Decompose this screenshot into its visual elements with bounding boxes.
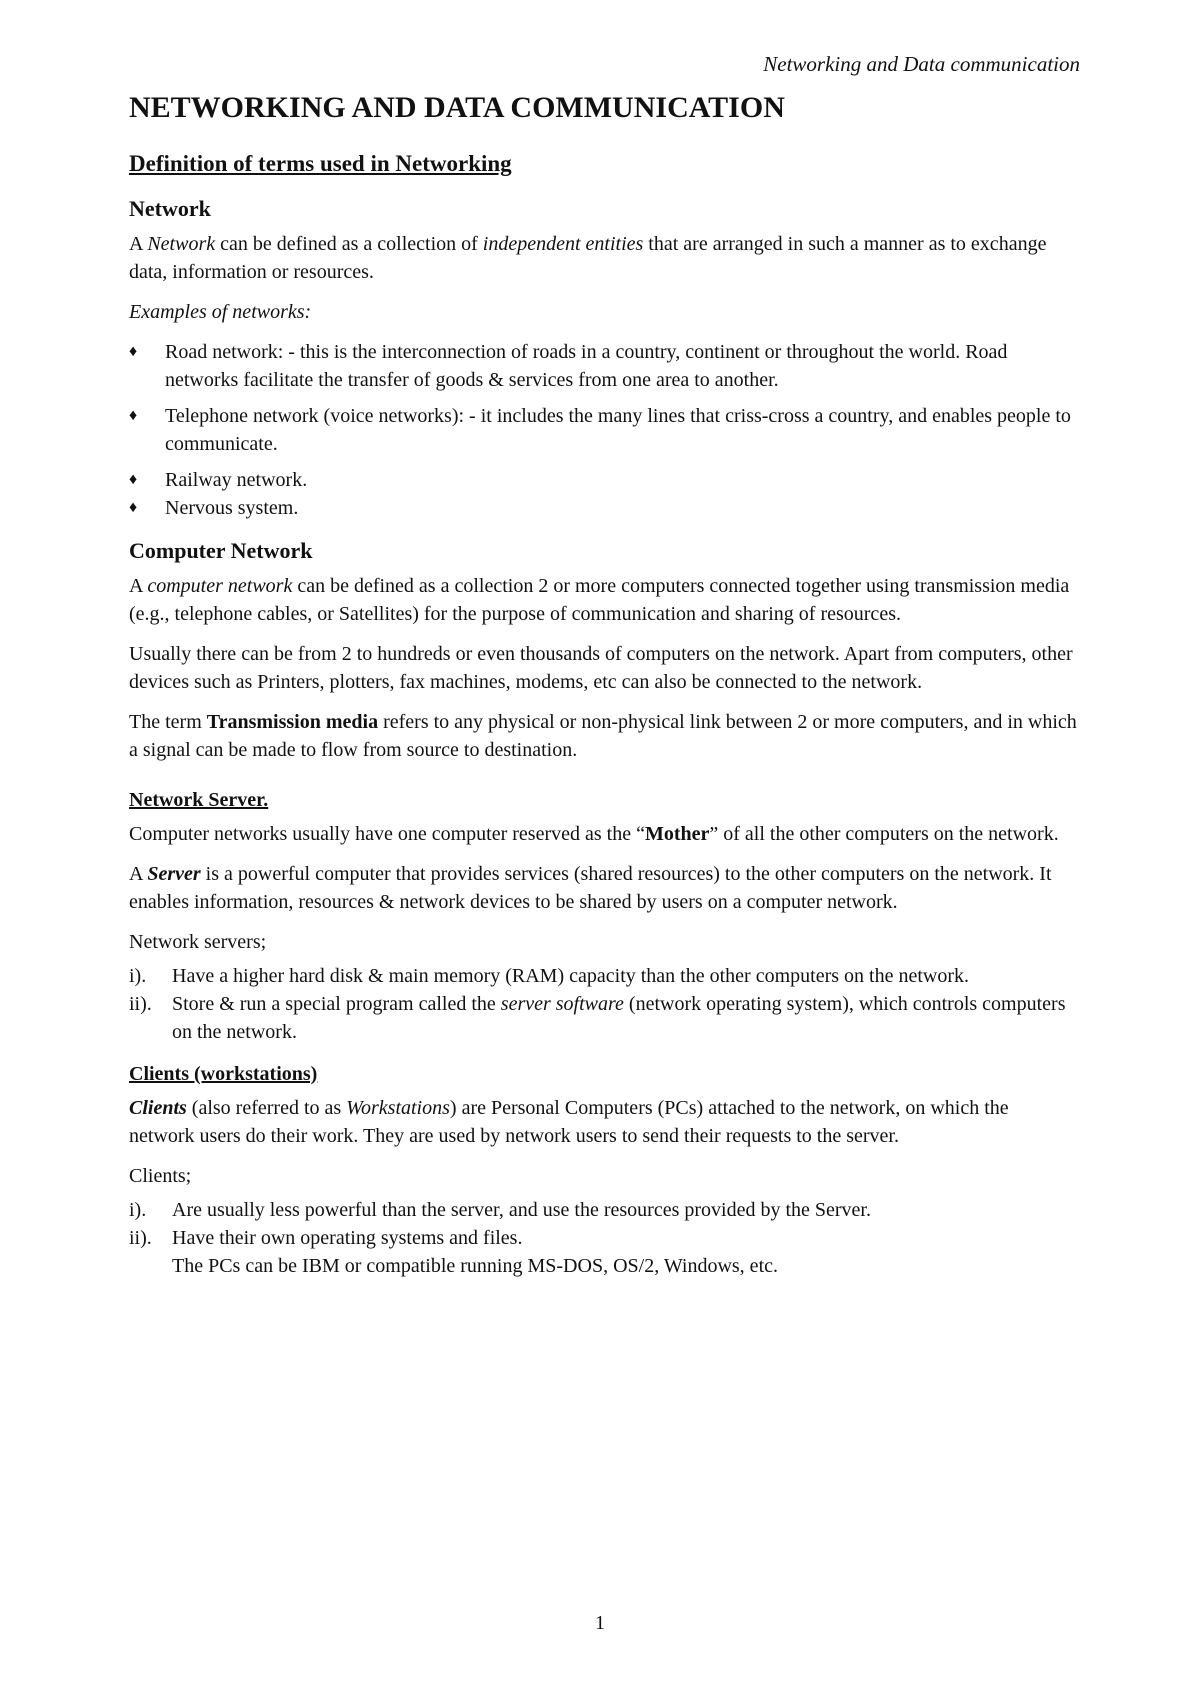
clients-definition: Clients (also referred to as Workstations) are Personal Computers (PCs) attached to the network, on which the network users do their work. They are used by network users to send their requests to the server.: [129, 1097, 1009, 1147]
list-item: ii). Store & run a special program called the server software (network operating system), which controls computers on the network.: [129, 993, 1066, 1043]
examples-label: Examples of networks:: [129, 301, 312, 323]
term-network: Network: [147, 233, 216, 255]
term-clients: Clients: [129, 1097, 187, 1119]
term-server-software: server software: [500, 993, 624, 1015]
diamond-bullet-icon: ♦: [129, 471, 138, 488]
examples-list: [129, 338, 1079, 522]
section-heading: Definition of terms used in Networking: [129, 151, 512, 176]
diamond-bullet-icon: ♦: [129, 407, 138, 424]
list-item: i). Are usually less powerful than the server, and use the resources provided by the Server.: [129, 1199, 871, 1221]
clients-continuation: The PCs can be IBM or compatible running MS-DOS, OS/2, Windows, etc.: [172, 1255, 778, 1277]
term-workstations: Workstations: [346, 1097, 450, 1119]
computer-network-paragraph: Usually there can be from 2 to hundreds or even thousands of computers on the network. Apart from computers, other devices such as Printers, plotters, fax machines, modems, etc can also be connected to the network.: [129, 643, 1073, 693]
term-computer-network: computer network: [147, 575, 293, 597]
network-server-heading: Network Server.: [129, 789, 269, 811]
list-item: ♦ Telephone network (voice networks): - it includes the many lines that criss-cross a country, and enables people to communicate.: [129, 402, 1079, 458]
diamond-bullet-icon: ♦: [129, 343, 138, 360]
list-item: ♦ Nervous system.: [129, 494, 1079, 522]
network-servers-intro: Network servers;: [129, 931, 267, 953]
network-definition: A Network can be defined as a collection of independent entities that are arranged in such a manner as to exchange data, information or resources.: [129, 233, 1047, 283]
computer-network-heading: Computer Network: [129, 538, 313, 563]
page-number: 1: [595, 1612, 605, 1634]
term-mother: Mother: [644, 823, 710, 845]
running-header: Networking and Data communication: [763, 52, 1080, 76]
document-body: [129, 88, 1079, 1292]
term-transmission-media: Transmission media: [206, 711, 379, 733]
network-servers-list: [129, 962, 1079, 1046]
network-server-paragraph: Computer networks usually have one computer reserved as the “Mother” of all the other computers on the network.: [129, 823, 1059, 845]
network-heading: Network: [129, 196, 211, 221]
clients-heading: Clients (workstations): [129, 1063, 318, 1085]
list-item: ii). Have their own operating systems and files.: [129, 1227, 523, 1249]
list-item: ♦ Road network: - this is the interconnection of roads in a country, continent or throughout the world. Road networks facilitate the transfer of goods & services from one area to another.: [129, 338, 1079, 394]
term-independent-entities: independent entities: [482, 233, 644, 255]
clients-list: [129, 1196, 1079, 1252]
document-title: NETWORKING AND DATA COMMUNICATION: [129, 91, 785, 124]
transmission-media-paragraph: The term Transmission media refers to any physical or non-physical link between 2 or more computers, and in which a signal can be made to flow from source to destination.: [129, 711, 1077, 761]
diamond-bullet-icon: ♦: [129, 499, 138, 516]
list-item: i). Have a higher hard disk & main memory (RAM) capacity than the other computers on the network.: [129, 965, 969, 987]
list-item: ♦ Railway network.: [129, 466, 1079, 494]
server-definition: A Server is a powerful computer that provides services (shared resources) to the other computers on the network. It enables information, resources & network devices to be shared by users on a computer network.: [129, 863, 1052, 913]
clients-intro: Clients;: [129, 1165, 192, 1187]
computer-network-definition: A computer network can be defined as a collection 2 or more computers connected together using transmission media (e.g., telephone cables, or Satellites) for the purpose of communication and sharing of resources.: [129, 575, 1070, 625]
term-server: Server: [147, 863, 201, 885]
